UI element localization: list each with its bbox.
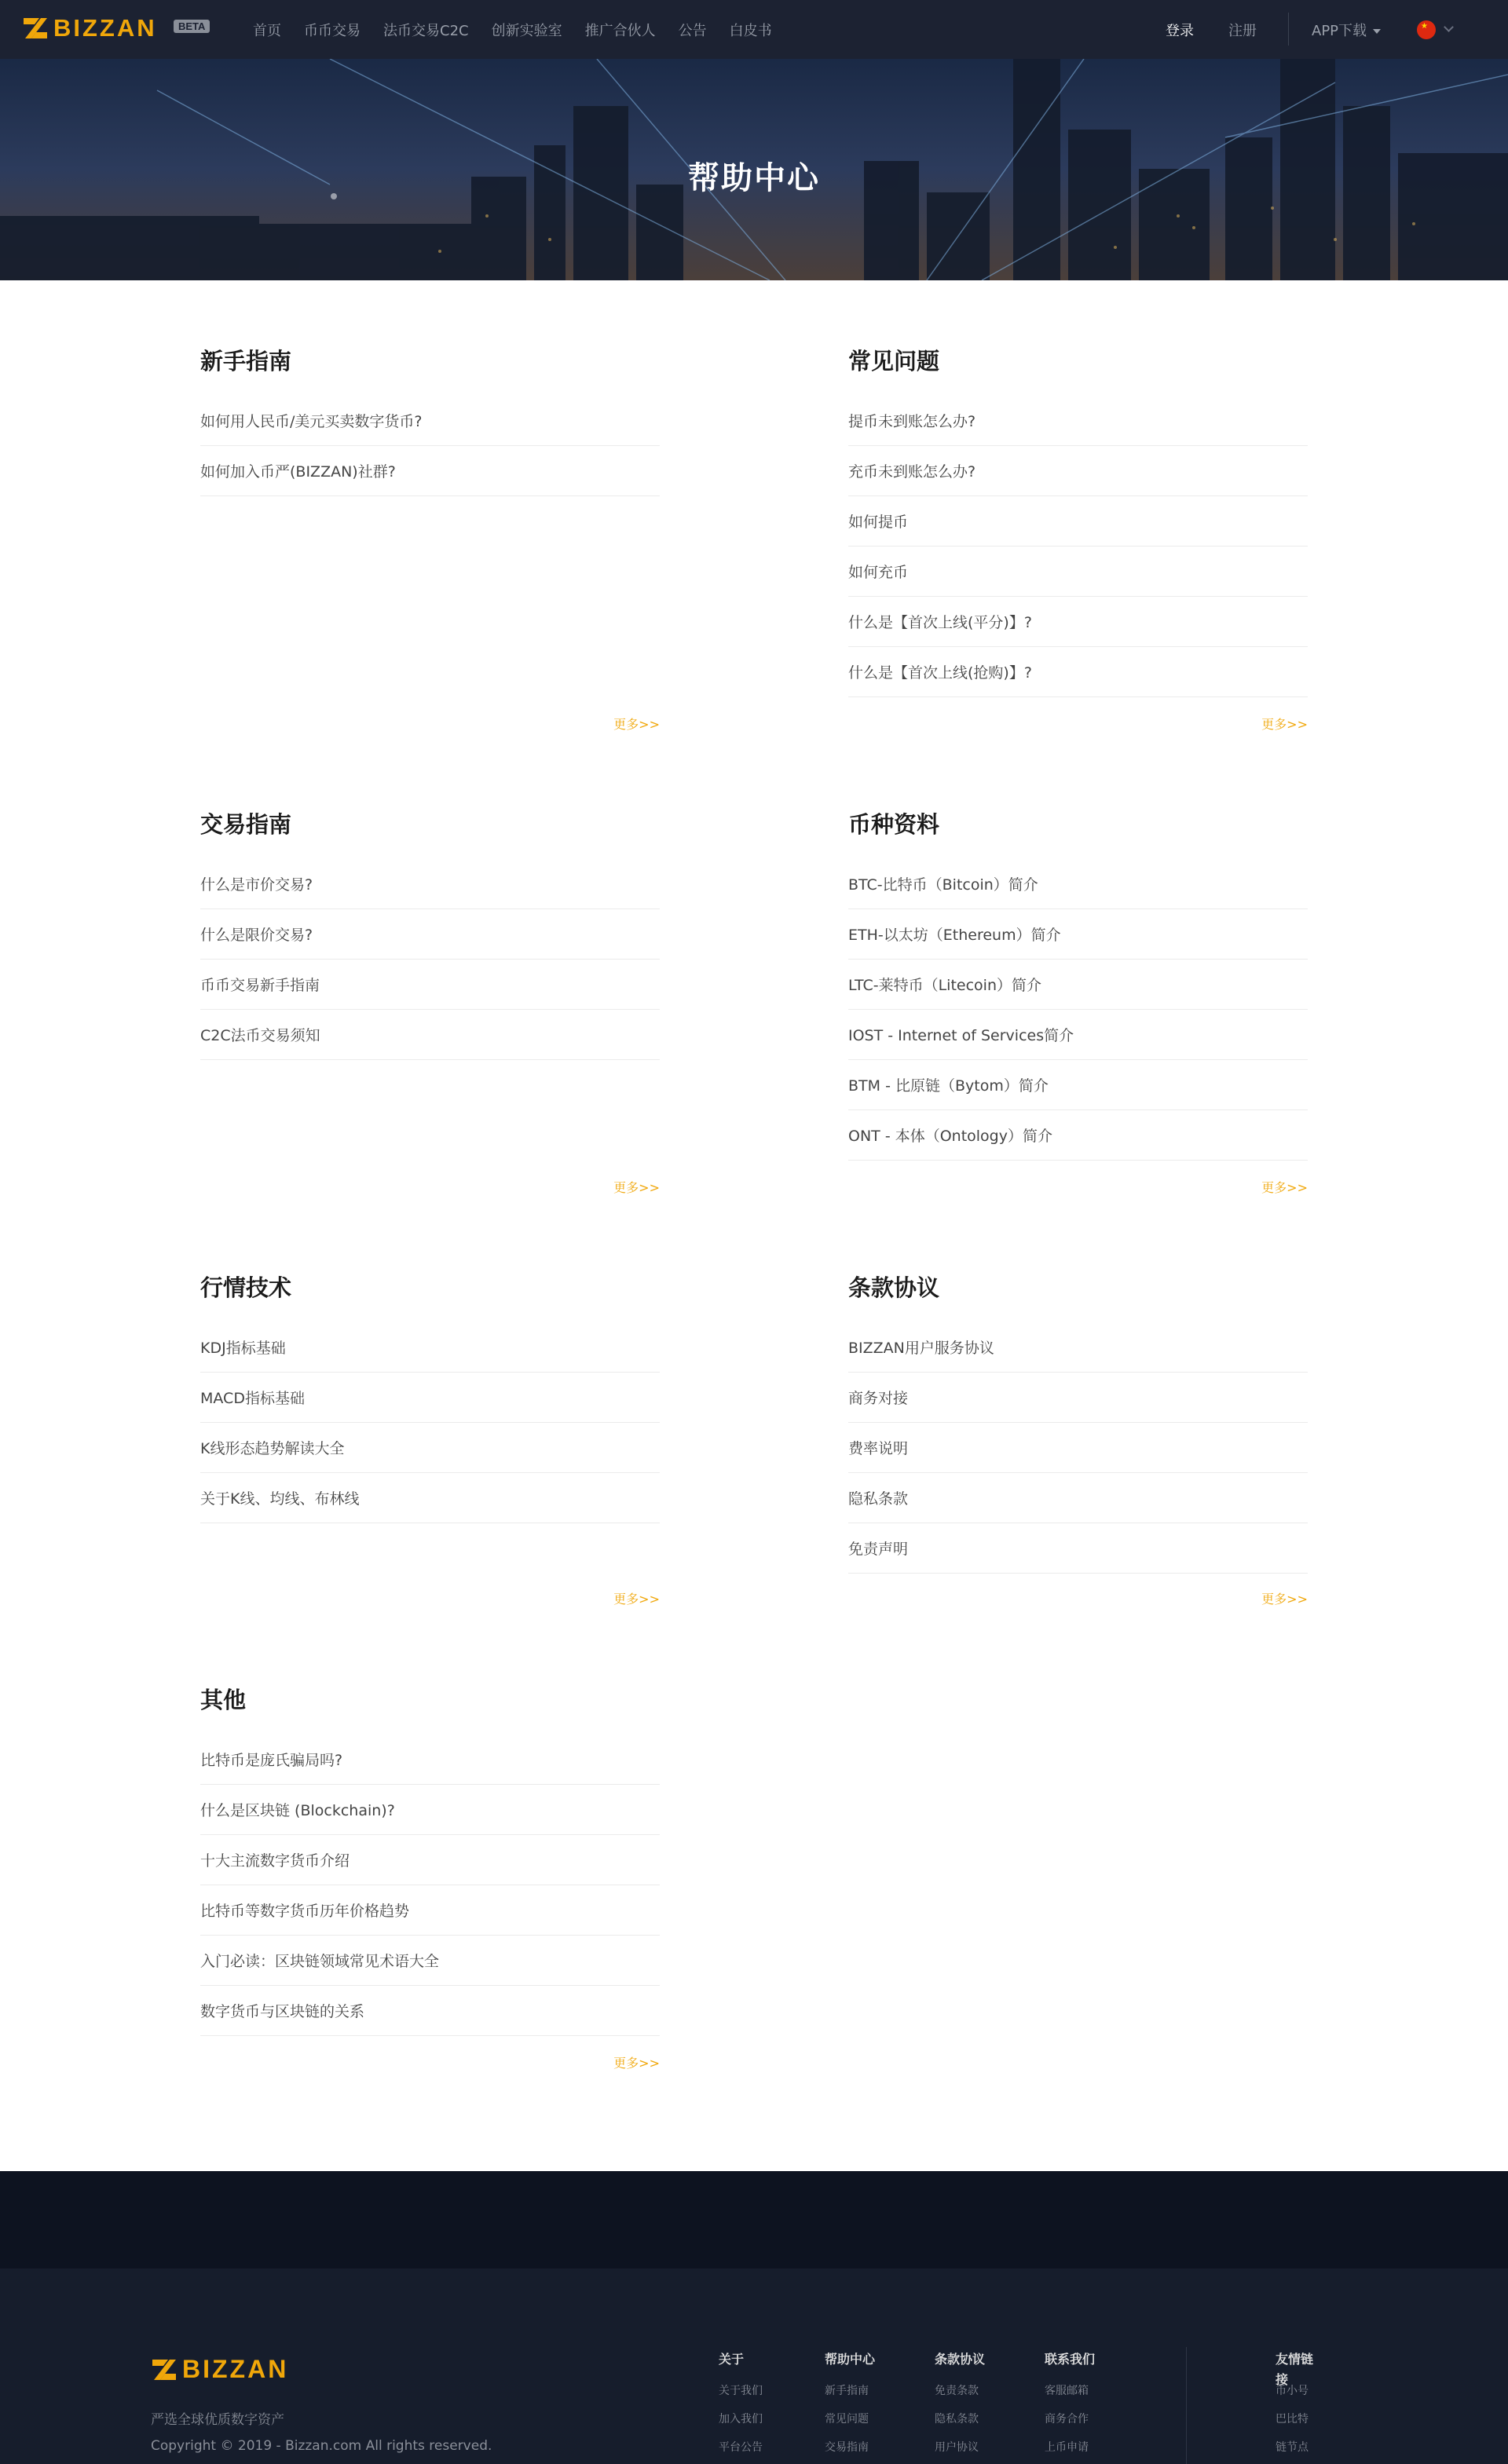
list-item[interactable]: BIZZAN用户服务协议 (848, 1322, 1308, 1373)
top-navbar (0, 0, 1508, 59)
list-item[interactable]: 什么是【首次上线(抢购)】? (848, 647, 1308, 697)
footer-link[interactable]: 关于我们 (719, 2385, 763, 2397)
footer-link[interactable]: 平台公告 (719, 2441, 763, 2454)
logo-text: BIZZAN (53, 14, 157, 42)
login-link[interactable]: 登录 (1166, 23, 1194, 39)
section-other (200, 1684, 660, 2071)
footer (0, 2268, 1508, 2464)
footer-col-about (719, 2349, 763, 2454)
site-logo[interactable] (22, 14, 157, 42)
nav-home[interactable]: 首页 (253, 22, 281, 39)
more-link[interactable]: 更多>> (613, 1180, 660, 1195)
list-item[interactable]: 币币交易新手指南 (200, 960, 660, 1010)
article-list (200, 396, 660, 496)
footer-col-links (1276, 2349, 1323, 2454)
list-item[interactable]: BTC-比特币（Bitcoin）简介 (848, 859, 1308, 909)
list-item[interactable]: KDJ指标基础 (200, 1322, 660, 1373)
footer-copyright: Copyright © 2019 - Bizzan.com All rights reserved. (151, 2438, 492, 2454)
footer-col-help (825, 2349, 876, 2454)
footer-link[interactable]: 常见问题 (825, 2413, 869, 2426)
list-item[interactable]: 比特币等数字货币历年价格趋势 (200, 1885, 660, 1936)
footer-divider (1186, 2347, 1187, 2464)
footer-col-terms (935, 2349, 986, 2454)
beta-badge: BETA (174, 20, 210, 33)
list-item[interactable]: 什么是市价交易? (200, 859, 660, 909)
section-coins (848, 809, 1308, 1195)
list-item[interactable]: 什么是区块链 (Blockchain)? (200, 1785, 660, 1835)
list-item[interactable]: 什么是限价交易? (200, 909, 660, 960)
list-item[interactable]: ONT - 本体（Ontology）简介 (848, 1110, 1308, 1161)
list-item[interactable]: 如何充币 (848, 547, 1308, 597)
list-item[interactable]: C2C法币交易须知 (200, 1010, 660, 1060)
list-item[interactable]: ETH-以太坊（Ethereum）简介 (848, 909, 1308, 960)
footer-col-contact (1045, 2349, 1096, 2454)
nav-whitepaper[interactable]: 白皮书 (729, 22, 772, 39)
app-download-dropdown[interactable] (1312, 20, 1381, 40)
more-link[interactable]: 更多>> (613, 717, 660, 732)
article-list (200, 859, 660, 1060)
more-link[interactable]: 更多>> (1261, 1592, 1308, 1607)
list-item[interactable]: 入门必读：区块链领域常见术语大全 (200, 1936, 660, 1986)
footer-link[interactable]: 交易指南 (825, 2441, 869, 2454)
bizzan-logo-icon (151, 2356, 178, 2383)
nav-partner[interactable]: 推广合伙人 (584, 22, 656, 39)
page-title: 帮助中心 (688, 160, 820, 196)
footer-col-title: 友情链接 (1276, 2352, 1314, 2387)
section-faq (848, 345, 1308, 732)
footer-logo-text: BIZZAN (182, 2355, 289, 2383)
help-center-banner (0, 59, 1508, 280)
list-item[interactable]: MACD指标基础 (200, 1373, 660, 1423)
bizzan-logo-icon (22, 15, 49, 42)
footer-col-title: 帮助中心 (825, 2352, 876, 2367)
main-nav (253, 0, 795, 59)
more-link[interactable]: 更多>> (613, 2056, 660, 2071)
more-link[interactable]: 更多>> (1261, 717, 1308, 732)
section-title: 其他 (200, 1687, 247, 1713)
list-item[interactable]: 提币未到账怎么办? (848, 396, 1308, 446)
footer-band (0, 2171, 1508, 2268)
footer-link[interactable]: 隐私条款 (935, 2413, 979, 2426)
article-list (848, 859, 1308, 1161)
section-title: 交易指南 (200, 811, 292, 838)
footer-col-title: 条款协议 (935, 2352, 986, 2367)
section-title: 条款协议 (848, 1274, 940, 1301)
section-trade (200, 809, 660, 1195)
china-flag-icon[interactable]: ★ (1417, 20, 1436, 39)
section-guide (200, 345, 660, 732)
header-divider (1288, 13, 1289, 46)
list-item[interactable]: 数字货币与区块链的关系 (200, 1986, 660, 2036)
section-title: 币种资料 (848, 811, 940, 838)
footer-link[interactable]: 免责条款 (935, 2385, 979, 2397)
list-item[interactable]: 如何加入币严(BIZZAN)社群? (200, 446, 660, 496)
list-item[interactable]: 比特币是庞氏骗局吗? (200, 1735, 660, 1785)
footer-link[interactable]: 商务合作 (1045, 2413, 1089, 2426)
section-tech (200, 1272, 660, 1607)
nav-c2c[interactable]: 法币交易C2C (383, 22, 469, 39)
list-item[interactable]: 如何提币 (848, 496, 1308, 547)
section-title: 常见问题 (848, 348, 940, 375)
article-list (848, 1322, 1308, 1574)
footer-logo[interactable] (151, 2355, 288, 2384)
nav-lab[interactable]: 创新实验室 (491, 22, 562, 39)
footer-link[interactable]: 链节点 (1276, 2441, 1309, 2454)
footer-col-title: 关于 (719, 2352, 745, 2367)
list-item[interactable]: 什么是【首次上线(平分)】? (848, 597, 1308, 647)
section-terms (848, 1272, 1308, 1607)
list-item[interactable]: LTC-莱特币（Litecoin）简介 (848, 960, 1308, 1010)
footer-link[interactable]: 币小号 (1276, 2385, 1309, 2397)
list-item[interactable]: IOST - Internet of Services简介 (848, 1010, 1308, 1060)
list-item[interactable]: 关于K线、均线、布林线 (200, 1473, 660, 1523)
footer-link[interactable]: 新手指南 (825, 2385, 869, 2397)
more-link[interactable]: 更多>> (613, 1592, 660, 1607)
footer-slogan: 严选全球优质数字资产 (151, 2412, 284, 2428)
footer-col-title: 联系我们 (1045, 2352, 1096, 2367)
footer-link[interactable]: 客服邮箱 (1045, 2385, 1089, 2397)
register-link[interactable]: 注册 (1228, 23, 1257, 39)
chevron-down-icon[interactable] (1444, 22, 1454, 32)
nav-exchange[interactable]: 币币交易 (304, 22, 361, 39)
article-list (200, 1735, 660, 2036)
section-title: 行情技术 (200, 1274, 292, 1301)
footer-link[interactable]: 巴比特 (1276, 2413, 1309, 2426)
list-item[interactable]: K线形态趋势解读大全 (200, 1423, 660, 1473)
caret-down-icon (1373, 29, 1381, 34)
list-item[interactable]: 十大主流数字货币介绍 (200, 1835, 660, 1885)
footer-link[interactable]: 加入我们 (719, 2413, 763, 2426)
app-download-label: APP下载 (1312, 23, 1367, 39)
nav-announcement[interactable]: 公告 (678, 22, 707, 39)
article-list (200, 1322, 660, 1523)
section-title: 新手指南 (200, 348, 292, 375)
list-item[interactable]: 隐私条款 (848, 1473, 1308, 1523)
list-item[interactable]: 充币未到账怎么办? (848, 446, 1308, 496)
footer-link[interactable]: 上币申请 (1045, 2441, 1089, 2454)
list-item[interactable]: 商务对接 (848, 1373, 1308, 1423)
more-link[interactable]: 更多>> (1261, 1180, 1308, 1195)
list-item[interactable]: 如何用人民币/美元买卖数字货币? (200, 396, 660, 446)
list-item[interactable]: BTM - 比原链（Bytom）简介 (848, 1060, 1308, 1110)
footer-link[interactable]: 用户协议 (935, 2441, 979, 2454)
list-item[interactable]: 免责声明 (848, 1523, 1308, 1574)
list-item[interactable]: 费率说明 (848, 1423, 1308, 1473)
article-list (848, 396, 1308, 697)
